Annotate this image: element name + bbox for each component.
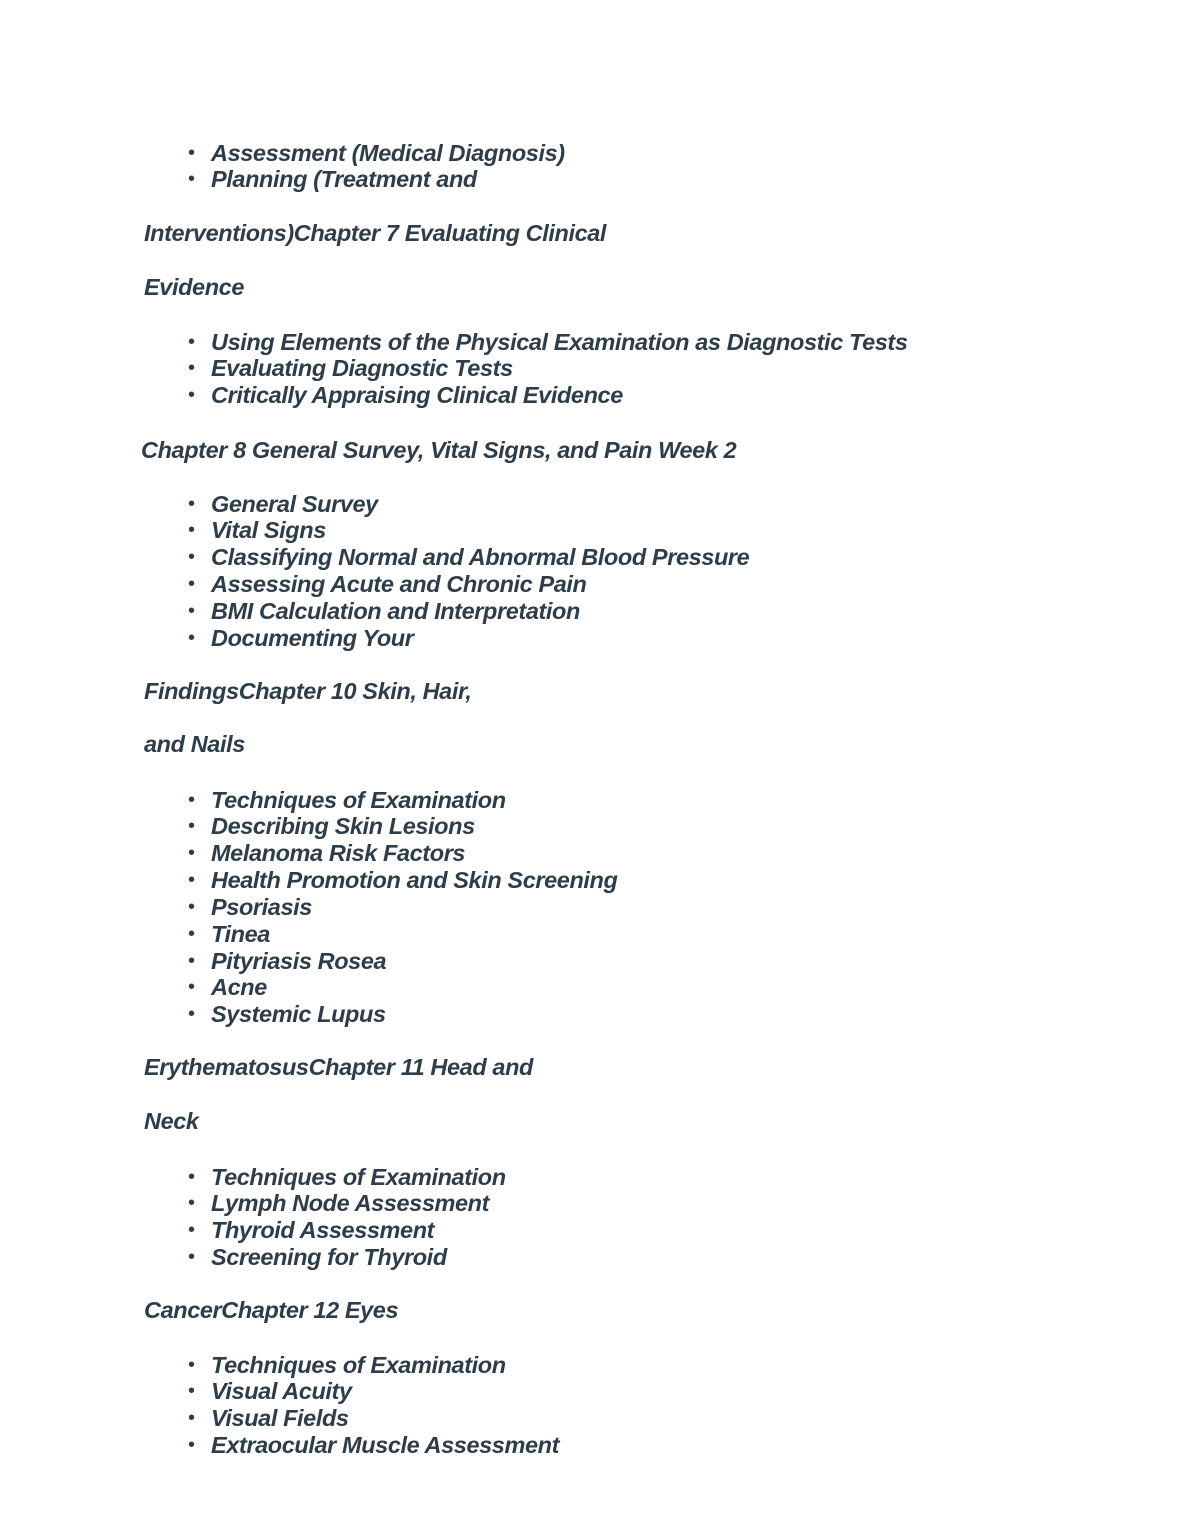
bullet-icon: • xyxy=(188,492,195,515)
list-item: • Acne xyxy=(188,974,267,1001)
bullet-icon: • xyxy=(188,1353,195,1376)
bullet-icon: • xyxy=(188,788,195,811)
list-item: • Describing Skin Lesions xyxy=(188,813,475,840)
bullet-icon: • xyxy=(188,1380,195,1403)
bullet-icon: • xyxy=(188,1246,195,1269)
list-item: • Thyroid Assessment xyxy=(188,1217,435,1244)
bullet-icon: • xyxy=(188,922,195,945)
list-item: • Systemic Lupus xyxy=(188,1001,386,1028)
list-item: • Using Elements of the Physical Examination as Diagnostic Tests xyxy=(188,328,908,355)
list-item: • Pityriasis Rosea xyxy=(188,947,387,974)
list-item: • Melanoma Risk Factors xyxy=(188,840,466,867)
list-item: • Evaluating Diagnostic Tests xyxy=(188,355,513,382)
bullet-icon: • xyxy=(188,546,195,569)
bullet-list xyxy=(188,1351,560,1459)
bullet-list xyxy=(188,139,565,194)
paragraph: Evidence xyxy=(144,274,244,300)
bullet-icon: • xyxy=(188,949,195,972)
bullet-list xyxy=(188,490,750,652)
bullet-icon: • xyxy=(188,141,195,164)
bullet-icon: • xyxy=(188,330,195,353)
list-item: • General Survey xyxy=(188,490,378,517)
bullet-icon: • xyxy=(188,1434,195,1457)
list-item: • Vital Signs xyxy=(188,517,326,544)
bullet-icon: • xyxy=(188,168,195,191)
list-item: • Assessment (Medical Diagnosis) xyxy=(188,139,565,166)
list-item: • Techniques of Examination xyxy=(188,1351,506,1378)
list-item: • Tinea xyxy=(188,920,270,947)
list-item: • Screening for Thyroid xyxy=(188,1244,447,1271)
list-item: • Classifying Normal and Abnormal Blood Pressure xyxy=(188,544,750,571)
bullet-icon: • xyxy=(188,1165,195,1188)
bullet-icon: • xyxy=(188,1003,195,1026)
list-item: • Lymph Node Assessment xyxy=(188,1190,490,1217)
list-item: • Planning (Treatment and xyxy=(188,166,477,193)
paragraph: CancerChapter 12 Eyes xyxy=(144,1297,399,1323)
bullet-icon: • xyxy=(188,384,195,407)
list-item: • Techniques of Examination xyxy=(188,786,506,813)
list-item: • Documenting Your xyxy=(188,624,414,651)
list-item: • Visual Acuity xyxy=(188,1378,352,1405)
list-item: • Critically Appraising Clinical Evidence xyxy=(188,382,623,409)
bullet-list xyxy=(188,328,908,410)
bullet-icon: • xyxy=(188,976,195,999)
paragraph: Neck xyxy=(144,1108,199,1134)
paragraph: Chapter 8 General Survey, Vital Signs, and Pain Week 2 xyxy=(141,437,737,463)
bullet-list xyxy=(188,786,618,1029)
list-item: • Techniques of Examination xyxy=(188,1163,506,1190)
bullet-icon: • xyxy=(188,1219,195,1242)
bullet-list xyxy=(188,1163,506,1271)
list-item: • Visual Fields xyxy=(188,1405,349,1432)
list-item: • Assessing Acute and Chronic Pain xyxy=(188,571,587,598)
bullet-icon: • xyxy=(188,1192,195,1215)
bullet-icon: • xyxy=(188,519,195,542)
list-item: • BMI Calculation and Interpretation xyxy=(188,597,580,624)
paragraph: ErythematosusChapter 11 Head and xyxy=(144,1054,533,1080)
bullet-icon: • xyxy=(188,599,195,622)
bullet-icon: • xyxy=(188,626,195,649)
bullet-icon: • xyxy=(188,895,195,918)
bullet-icon: • xyxy=(188,357,195,380)
list-item: • Health Promotion and Skin Screening xyxy=(188,867,618,894)
bullet-icon: • xyxy=(188,842,195,865)
bullet-icon: • xyxy=(188,869,195,892)
bullet-icon: • xyxy=(188,573,195,596)
bullet-icon: • xyxy=(188,815,195,838)
list-item: • Psoriasis xyxy=(188,893,312,920)
paragraph: FindingsChapter 10 Skin, Hair, xyxy=(144,678,472,704)
paragraph: and Nails xyxy=(144,731,245,757)
list-item: • Extraocular Muscle Assessment xyxy=(188,1432,560,1459)
paragraph: Interventions)Chapter 7 Evaluating Clinical xyxy=(144,220,607,246)
bullet-icon: • xyxy=(188,1407,195,1430)
